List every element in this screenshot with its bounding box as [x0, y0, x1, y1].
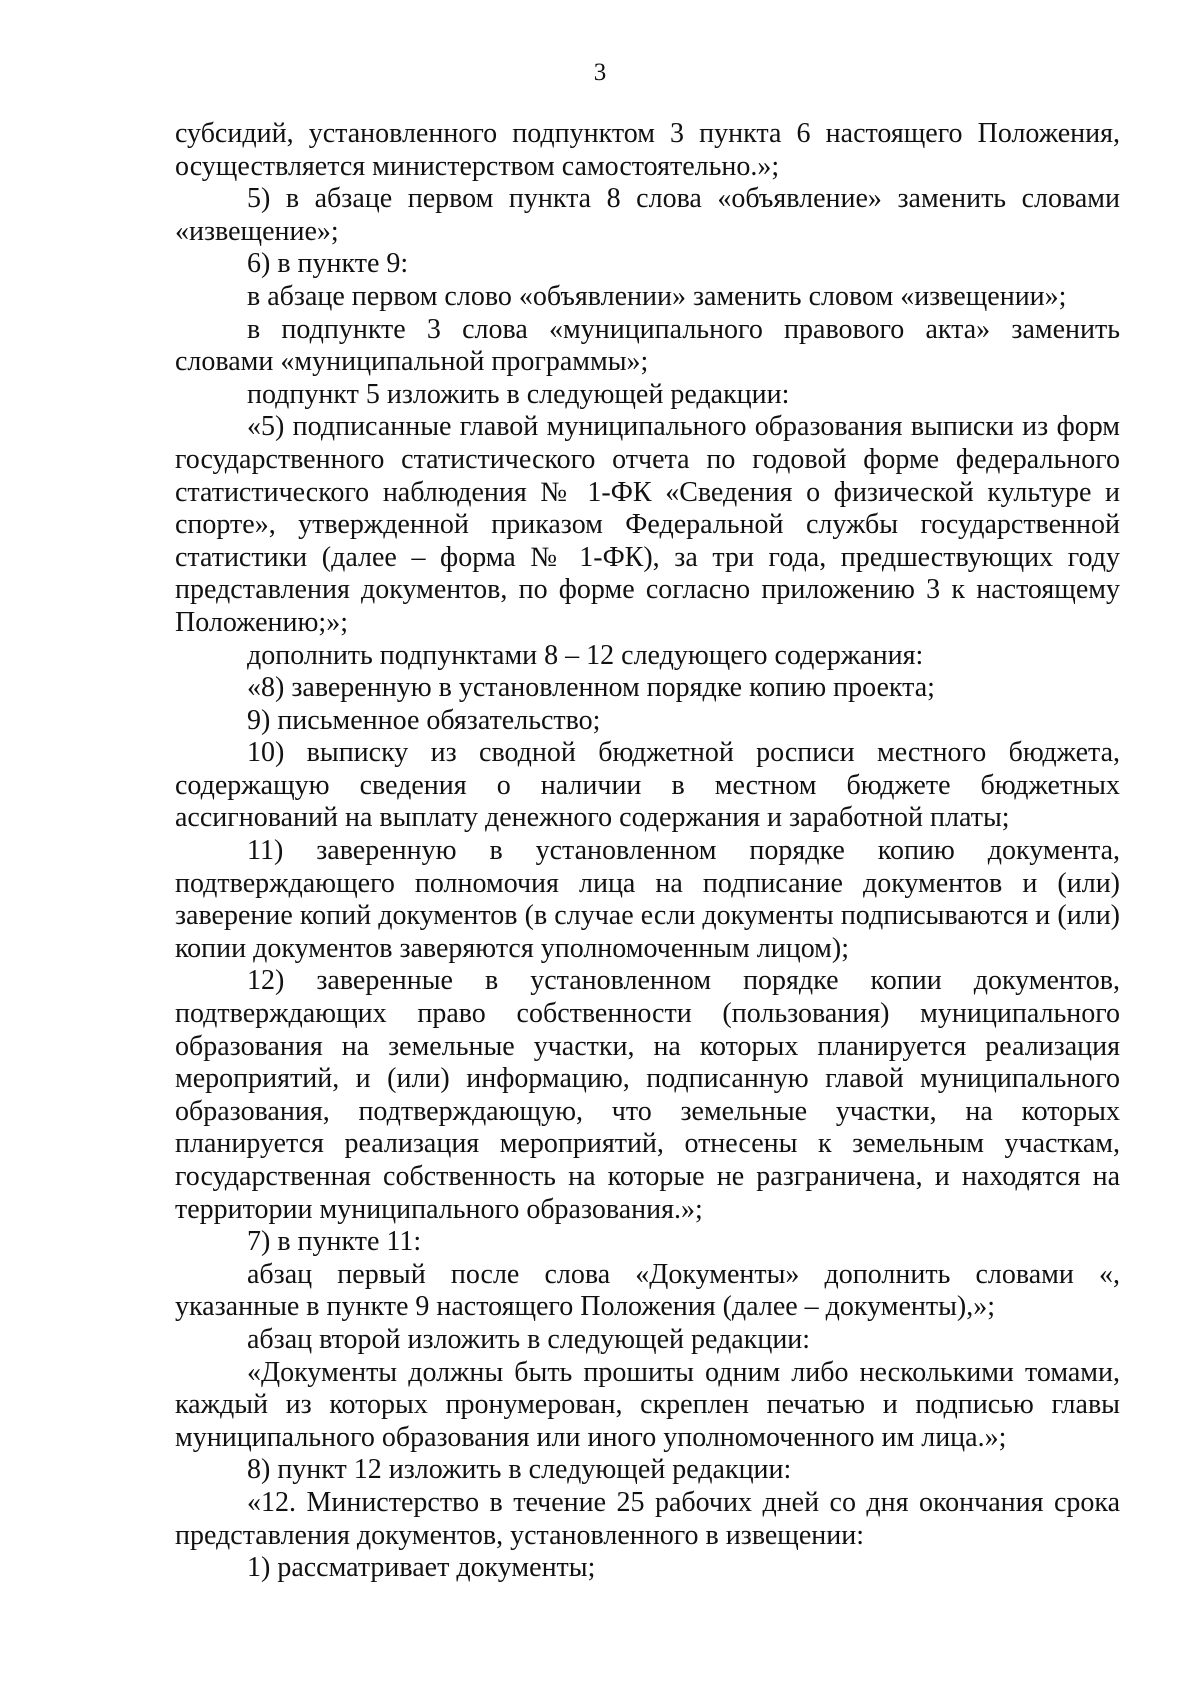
paragraph: «Документы должны быть прошиты одним либо несколькими томами, каждый из которых пронумерован, скреплен печатью и подписью главы муниципального образования или иного уполномоченного им лица.»;: [175, 1356, 1120, 1453]
paragraph: 12) заверенные в установленном порядке копии документов, подтверждающих право собственности (пользования) муниципального образования на земельные участки, на которых планируется реализация мероприятий, и (или) информацию, подписанную главой муниципального образования, подтверждающую, что земельные участки, на которых планируется реализация мероприятий, отнесены к земельным участкам, государственная собственность на которые не разграничена, и находятся на территории муниципального образования.»;: [175, 965, 1120, 1225]
document-body: [175, 118, 1120, 1585]
paragraph: абзац первый после слова «Документы» дополнить словами «, указанные в пункте 9 настоящего Положения (далее – документы),»;: [175, 1258, 1120, 1323]
paragraph: подпункт 5 изложить в следующей редакции:: [247, 378, 790, 410]
paragraph: «12. Министерство в течение 25 рабочих дней со дня окончания срока представления документов, установленного в извещении:: [175, 1486, 1120, 1551]
paragraph: 11) заверенную в установленном порядке копию документа, подтверждающего полномочия лица на подписание документов и (или) заверение копий документов (в случае если документы подписываются и (или) копии документов заверяются уполномоченным лицом);: [175, 835, 1120, 964]
paragraph: абзац второй изложить в следующей редакции:: [247, 1323, 811, 1355]
paragraph: субсидий, установленного подпунктом 3 пункта 6 настоящего Положения, осуществляется министерством самостоятельно.»;: [175, 118, 1120, 182]
paragraph: 8) пункт 12 изложить в следующей редакции:: [247, 1454, 792, 1486]
paragraph: в подпункте 3 слова «муниципального правового акта» заменить словами «муниципальной программы»;: [175, 313, 1120, 378]
paragraph: дополнить подпунктами 8 – 12 следующего содержания:: [247, 639, 924, 671]
paragraph: «5) подписанные главой муниципального образования выписки из форм государственного статистического отчета по годовой форме федерального статистического наблюдения № 1-ФК «Сведения о физической культуре и спорте», утвержденной приказом Федеральной службы государственной статистики (далее – форма № 1-ФК), за три года, предшествующих году представления документов, по форме согласно приложению 3 к настоящему Положению;»;: [175, 411, 1120, 638]
paragraph: 5) в абзаце первом пункта 8 слова «объявление» заменить словами «извещение»;: [175, 183, 1120, 247]
paragraph: 1) рассматривает документы;: [247, 1552, 596, 1584]
paragraph: в абзаце первом слово «объявлении» заменить словом «извещении»;: [247, 280, 1067, 312]
paragraph: 7) в пункте 11:: [247, 1226, 422, 1258]
page-number: 3: [593, 59, 607, 86]
paragraph: 6) в пункте 9:: [247, 248, 409, 280]
paragraph: «8) заверенную в установленном порядке копию проекта;: [247, 672, 935, 704]
paragraph: 10) выписку из сводной бюджетной росписи местного бюджета, содержащую сведения о наличии в местном бюджете бюджетных ассигнований на выплату денежного содержания и заработной платы;: [175, 737, 1120, 834]
paragraph: 9) письменное обязательство;: [247, 704, 601, 736]
